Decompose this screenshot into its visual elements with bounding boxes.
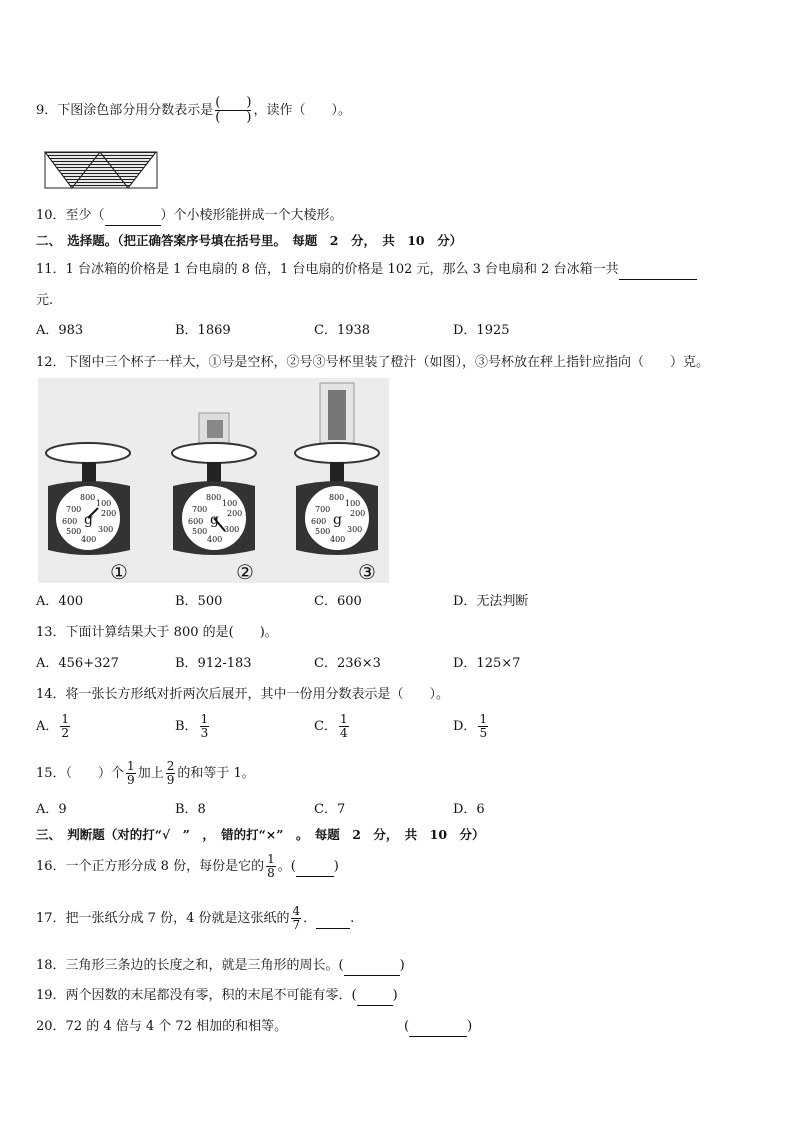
dial-number: 200: [350, 509, 366, 518]
option-a[interactable]: [36, 713, 72, 740]
dial-number: 100: [345, 499, 361, 508]
dial-number: 600: [62, 517, 78, 526]
fraction: [166, 760, 176, 787]
question-20-text: 20．72 的 4 倍与 4 个 72 相加的和相等。: [36, 1019, 288, 1034]
question-14-text: 14．将一张长方形纸对折两次后展开，其中一份用分数表示是（ ）。: [36, 687, 450, 702]
question-17-text: .: [350, 911, 355, 926]
answer-blank[interactable]: [316, 910, 350, 929]
dial-number: 700: [315, 505, 331, 514]
fraction-numerator-blank[interactable]: ( ): [215, 95, 252, 110]
option-c[interactable]: C．236×3: [314, 656, 381, 671]
dial-number: 800: [329, 493, 345, 502]
option-c[interactable]: C．600: [314, 594, 362, 609]
dial-number: 300: [347, 525, 363, 534]
question-16-text: ): [333, 859, 339, 874]
fraction: [200, 713, 210, 740]
dial-number: 600: [311, 517, 327, 526]
option-a[interactable]: A．400: [36, 594, 84, 609]
question-16-text: 。(: [277, 859, 296, 874]
scale-label-1: ①: [110, 560, 128, 583]
scale-label-2: ②: [236, 560, 254, 583]
fraction: [266, 853, 276, 880]
question-15-text: 的和等于 1。: [177, 766, 255, 781]
numerator: 4: [292, 904, 301, 918]
answer-blank[interactable]: [409, 1018, 467, 1037]
option-b[interactable]: B．912-183: [175, 656, 252, 671]
question-11-text: 11．1 台冰箱的价格是 1 台电扇的 8 倍，1 台电扇的价格是 102 元，那么 3 台电扇和 2 台冰箱一共: [36, 262, 619, 277]
option-b[interactable]: B．500: [175, 594, 223, 609]
question-15: [36, 760, 255, 787]
fraction: [60, 713, 70, 740]
answer-blank[interactable]: [296, 858, 334, 877]
denominator: 9: [166, 773, 175, 787]
question-17: [36, 905, 354, 932]
dial-number: 400: [207, 535, 223, 544]
option-d[interactable]: D．6: [453, 802, 485, 817]
dial-number: 700: [192, 505, 208, 514]
dial-number: 800: [80, 493, 96, 502]
option-c[interactable]: C．1938: [314, 323, 371, 338]
fraction: [478, 713, 488, 740]
dial-number: 200: [227, 509, 243, 518]
dial-number: 100: [96, 499, 112, 508]
denominator: 3: [200, 726, 209, 740]
fraction: [126, 760, 136, 787]
question-19: [36, 987, 398, 1006]
question-11: [36, 261, 697, 280]
option-b[interactable]: B．1869: [175, 323, 231, 338]
question-17-text: ．: [303, 911, 317, 926]
option-c[interactable]: C．7: [314, 802, 346, 817]
shaded-rhombus-figure: [44, 151, 158, 189]
option-d[interactable]: D．125×7: [453, 656, 521, 671]
question-18: [36, 957, 405, 976]
dial-number: 100: [222, 499, 238, 508]
dial-number: 400: [81, 535, 97, 544]
question-19-text: ): [392, 988, 398, 1003]
numerator: 1: [267, 852, 275, 866]
question-10: [36, 207, 343, 226]
denominator: 7: [292, 918, 301, 932]
answer-blank[interactable]: [619, 261, 697, 280]
denominator: 9: [127, 773, 135, 787]
option-a[interactable]: A．9: [36, 802, 67, 817]
question-10-text-after: ）个小棱形能拼成一个大棱形。: [160, 208, 343, 223]
question-20: [36, 1018, 287, 1036]
answer-blank[interactable]: [105, 207, 161, 226]
option-d[interactable]: [453, 713, 490, 740]
numerator: 1: [127, 759, 135, 773]
dial-number: 400: [330, 535, 346, 544]
question-15-text: 加上: [137, 766, 164, 781]
answer-blank[interactable]: [357, 987, 393, 1006]
option-c[interactable]: [314, 713, 351, 740]
option-b[interactable]: B．8: [175, 802, 206, 817]
question-9-text-after: ，读作（ ）。: [253, 103, 351, 118]
numerator: 2: [166, 759, 175, 773]
dial-number: g: [333, 512, 342, 528]
option-d[interactable]: D．1925: [453, 323, 510, 338]
denominator: 8: [267, 866, 275, 880]
option-b[interactable]: [175, 713, 211, 740]
dial-number: 300: [224, 525, 240, 534]
numerator: 1: [61, 712, 70, 726]
question-9: [36, 96, 351, 125]
question-18-text: ): [399, 958, 405, 973]
fraction: [339, 713, 349, 740]
option-label: B．: [175, 719, 198, 734]
question-19-text: 19．两个因数的末尾都没有零，积的末尾不可能有零．(: [36, 988, 357, 1003]
section-3-title: 三、 判断题（对的打“√ ” ， 错的打“×” 。 每题 2 分， 共 10 分）: [36, 827, 485, 842]
question-10-text: 10．至少（: [36, 208, 105, 223]
numerator: 1: [200, 712, 209, 726]
dial-number: 700: [66, 505, 82, 514]
dial-number: 500: [66, 527, 82, 536]
question-16-text: 16．一个正方形分成 8 份，每份是它的: [36, 859, 265, 874]
option-label: D．: [453, 719, 477, 734]
numerator: 1: [339, 712, 348, 726]
dial-number: 800: [206, 493, 222, 502]
denominator: 4: [339, 726, 348, 740]
option-label: C．: [314, 719, 337, 734]
dial-number: 200: [101, 509, 117, 518]
dial-number: g: [84, 512, 93, 528]
question-9-text: 9．下图涂色部分用分数表示是: [36, 103, 214, 118]
dial-number: g: [210, 512, 219, 528]
denominator: 2: [61, 726, 70, 740]
fraction: [291, 905, 301, 932]
scales-image: [38, 378, 389, 583]
denominator: 5: [479, 726, 488, 740]
numerator: 1: [479, 712, 488, 726]
question-18-text: 18．三角形三条边的长度之和，就是三角形的周长。(: [36, 958, 344, 973]
dial-number: 600: [188, 517, 204, 526]
option-a[interactable]: A．456+327: [36, 656, 119, 671]
answer-blank[interactable]: [344, 957, 400, 976]
dial-number: 300: [98, 525, 114, 534]
fraction-denominator-blank[interactable]: ( ): [215, 110, 252, 125]
question-13-text: 13．下面计算结果大于 800 的是( )。: [36, 625, 278, 640]
option-a[interactable]: A．983: [36, 323, 84, 338]
question-15-text: 15．（ ）个: [36, 766, 125, 781]
dial-number: 500: [192, 527, 208, 536]
option-d[interactable]: D．无法判断: [453, 594, 529, 609]
question-12-text: 12．下图中三个杯子一样大，①号是空杯，②号③号杯里装了橙汁（如图），③号杯放在秤上指针应指向（ ）克。: [36, 355, 710, 370]
question-17-text: 17．把一张纸分成 7 份，4 份就是这张纸的: [36, 911, 290, 926]
question-16: [36, 853, 339, 880]
question-20-text: (: [404, 1019, 410, 1034]
fraction-answer-box: [215, 96, 251, 125]
dial-number: 500: [315, 527, 331, 536]
question-11-unit: 元.: [36, 293, 54, 308]
section-2-title: 二、 选择题。（把正确答案序号填在括号里。 每题 2 分， 共 10 分）: [36, 233, 463, 248]
scale-label-3: ③: [358, 560, 376, 583]
question-20-answer: [404, 1018, 472, 1037]
option-label: A．: [36, 719, 59, 734]
question-20-text: ): [467, 1019, 473, 1034]
